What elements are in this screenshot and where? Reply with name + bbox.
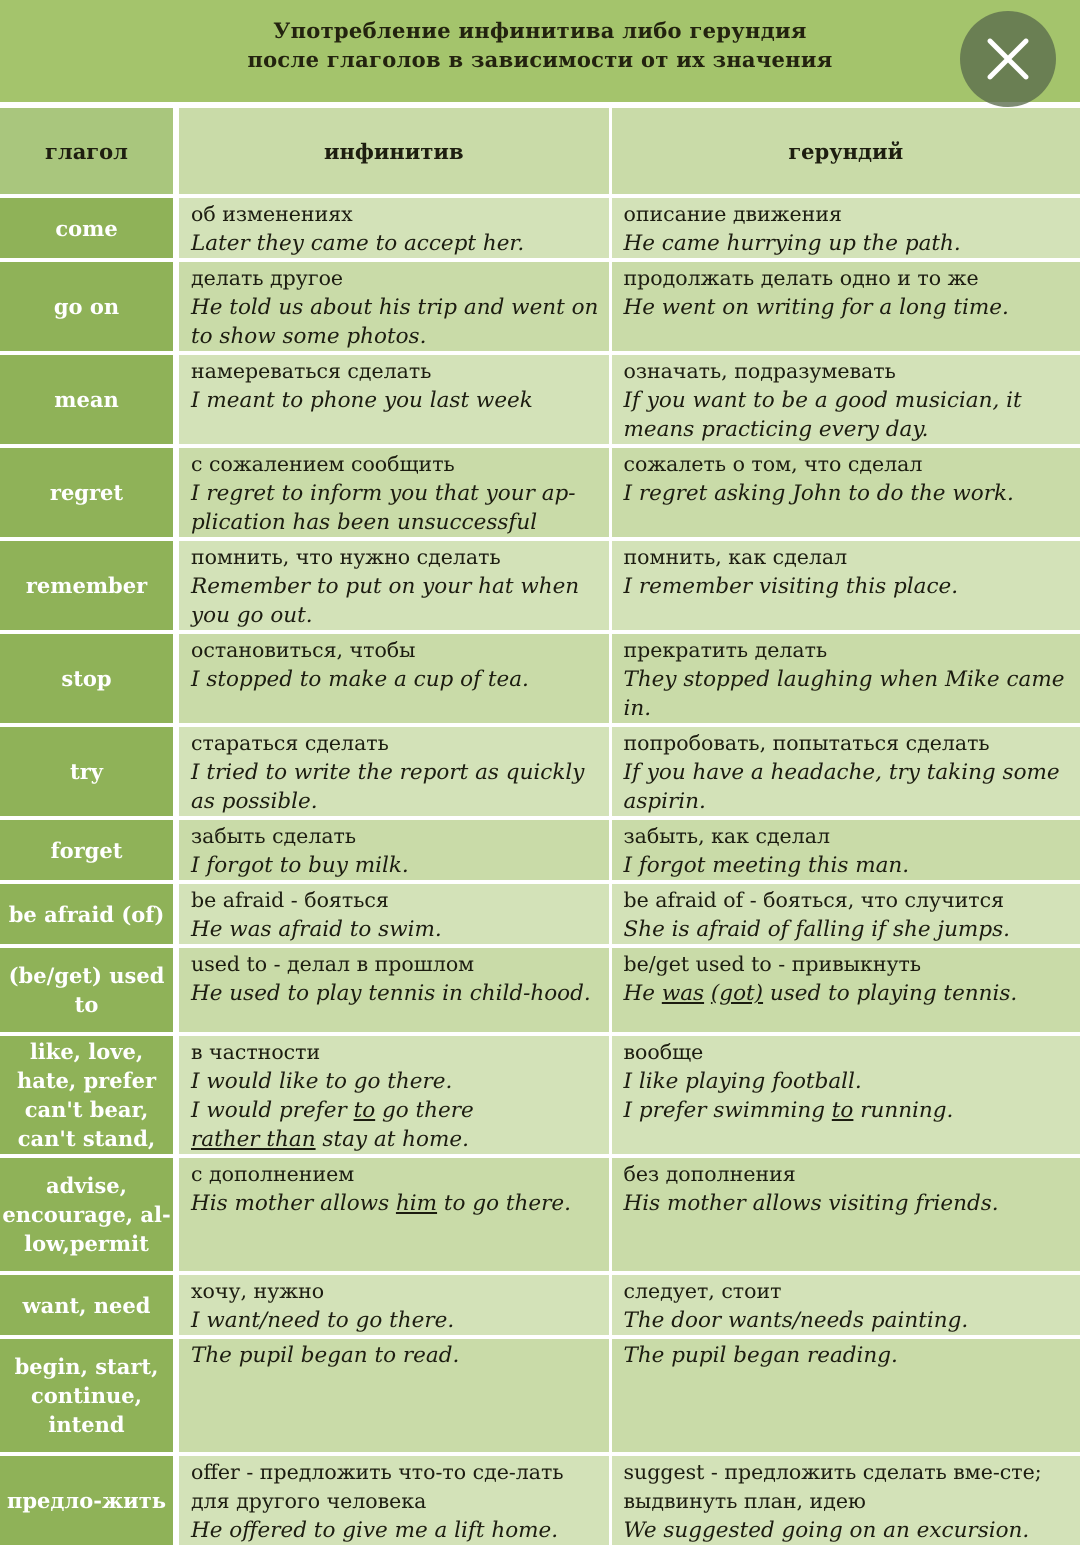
infinitive-cell [176, 446, 610, 539]
verb-cell: stop [0, 632, 176, 725]
example-text: I regret to inform you that your ap-plication has been unsuccessful [191, 481, 576, 535]
meaning-text: намереваться сделать [191, 359, 432, 383]
table-row [0, 1034, 1080, 1156]
verb-cell: предло-жить [0, 1454, 176, 1547]
example-text: They stopped laughing when Mike came in. [623, 667, 1065, 721]
meaning-text: без дополнения [623, 1162, 796, 1186]
verb-usage-table [0, 108, 1080, 1543]
close-button[interactable] [960, 11, 1056, 107]
example-text: I remember visiting this place. [623, 574, 959, 599]
infinitive-cell [176, 196, 610, 260]
example-text: I tried to write the report as quickly as possible. [191, 760, 585, 814]
example-text: He went on writing for a long time. [623, 295, 1009, 320]
meaning-text: прекратить делать [623, 638, 828, 662]
infinitive-cell [176, 882, 610, 946]
table-row [0, 818, 1080, 882]
title-banner [0, 0, 1080, 102]
example-text: rather than stay at home. [191, 1127, 469, 1152]
verb-cell: come [0, 196, 176, 260]
example-text: If you have a headache, try taking some aspirin. [623, 760, 1060, 814]
example-text: I regret asking John to do the work. [623, 481, 1014, 506]
example-text: I prefer swimming to running. [623, 1098, 954, 1123]
example-text: The door wants/needs painting. [623, 1308, 969, 1333]
example-text: She is afraid of falling if she jumps. [623, 917, 1010, 942]
example-text: His mother allows him to go there. [191, 1191, 571, 1216]
meaning-text: used to - делал в прошлом [191, 952, 475, 976]
page-title-line-1: Употребление инфинитива либо герундия [273, 18, 807, 43]
infinitive-cell [176, 1273, 610, 1337]
meaning-text: следует, стоит [623, 1279, 782, 1303]
infinitive-cell [176, 946, 610, 1034]
header-gerund: герундий [610, 108, 1080, 196]
example-text: I meant to phone you last week [191, 388, 533, 413]
table-row [0, 725, 1080, 818]
example-text: I would like to go there. [191, 1069, 453, 1094]
gerund-cell [610, 353, 1080, 446]
meaning-text: забыть сделать [191, 824, 357, 848]
example-text: He offered to give me a lift home. [191, 1518, 559, 1543]
meaning-text: продолжать делать одно и то же [623, 266, 979, 290]
meaning-text: suggest - предложить сделать вме-сте; выдвинуть план, идею [623, 1460, 1042, 1513]
example-text: If you want to be a good musician, it means practicing every day. [623, 388, 1022, 442]
infinitive-cell [176, 353, 610, 446]
verb-cell: regret [0, 446, 176, 539]
gerund-cell [610, 196, 1080, 260]
gerund-cell [610, 1454, 1080, 1547]
meaning-text: стараться сделать [191, 731, 389, 755]
gerund-cell [610, 1156, 1080, 1273]
meaning-text: описание движения [623, 202, 842, 226]
example-text: The pupil began to read. [191, 1343, 460, 1368]
verb-cell: be afraid (of) [0, 882, 176, 946]
verb-cell: want, need [0, 1273, 176, 1337]
example-text: He came hurrying up the path. [623, 231, 961, 256]
table-row [0, 1337, 1080, 1454]
verb-cell: go on [0, 260, 176, 353]
meaning-text: помнить, что нужно сделать [191, 545, 501, 569]
verb-cell: mean [0, 353, 176, 446]
table-row [0, 353, 1080, 446]
meaning-text: делать другое [191, 266, 344, 290]
header-infinitive: инфинитив [176, 108, 610, 196]
example-text: I forgot meeting this man. [623, 853, 910, 878]
infinitive-cell [176, 632, 610, 725]
example-text: He was afraid to swim. [191, 917, 442, 942]
meaning-text: остановиться, чтобы [191, 638, 416, 662]
meaning-text: offer - предложить что-то сде-лать для другого человека [191, 1460, 564, 1513]
table-row [0, 539, 1080, 632]
example-text: I want/need to go there. [191, 1308, 455, 1333]
example-text: I like playing football. [623, 1069, 862, 1094]
meaning-text: be afraid of - бояться, что случится [623, 888, 1005, 912]
meaning-text: об изменениях [191, 202, 353, 226]
infinitive-cell [176, 1454, 610, 1547]
meaning-text: be/get used to - привыкнуть [623, 952, 922, 976]
table-row [0, 196, 1080, 260]
gerund-cell [610, 725, 1080, 818]
example-text: His mother allows visiting friends. [623, 1191, 999, 1216]
verb-cell: forget [0, 818, 176, 882]
meaning-text: помнить, как сделал [623, 545, 848, 569]
example-text: Later they came to accept her. [191, 231, 525, 256]
meaning-text: с сожалением сообщить [191, 452, 455, 476]
page-title-line-2: после глаголов в зависимости от их значения [247, 47, 833, 72]
gerund-cell [610, 539, 1080, 632]
gerund-cell [610, 632, 1080, 725]
meaning-text: хочу, нужно [191, 1279, 325, 1303]
table-row [0, 946, 1080, 1034]
gerund-cell [610, 1273, 1080, 1337]
example-text: Remember to put on your hat when you go out. [191, 574, 580, 628]
example-text: He used to play tennis in child-hood. [191, 981, 591, 1006]
verb-cell: try [0, 725, 176, 818]
gerund-cell [610, 882, 1080, 946]
gerund-cell [610, 818, 1080, 882]
table-row [0, 1156, 1080, 1273]
verb-cell: begin, start, continue, intend [0, 1337, 176, 1454]
meaning-text: вообще [623, 1040, 704, 1064]
table-row [0, 260, 1080, 353]
table-row [0, 882, 1080, 946]
infinitive-cell [176, 1034, 610, 1156]
table-row [0, 446, 1080, 539]
meaning-text: означать, подразумевать [623, 359, 896, 383]
table-row [0, 1454, 1080, 1547]
table-header-row [0, 108, 1080, 196]
gerund-cell [610, 446, 1080, 539]
infinitive-cell [176, 818, 610, 882]
example-text: We suggested going on an excursion. [623, 1518, 1030, 1543]
example-text: He was (got) used to playing tennis. [623, 981, 1018, 1006]
infinitive-cell [176, 725, 610, 818]
example-text: I forgot to buy milk. [191, 853, 409, 878]
infinitive-cell [176, 1337, 610, 1454]
verb-cell: remember [0, 539, 176, 632]
gerund-cell [610, 260, 1080, 353]
table-row [0, 632, 1080, 725]
infinitive-cell [176, 260, 610, 353]
example-text: The pupil began reading. [623, 1343, 898, 1368]
gerund-cell [610, 1337, 1080, 1454]
verb-cell: (be/get) used to [0, 946, 176, 1034]
header-verb: глагол [0, 108, 176, 196]
meaning-text: в частности [191, 1040, 321, 1064]
verb-cell: advise, encourage, al-low,permit [0, 1156, 176, 1273]
meaning-text: с дополнением [191, 1162, 355, 1186]
meaning-text: сожалеть о том, что сделал [623, 452, 923, 476]
close-icon [984, 35, 1032, 83]
meaning-text: попробовать, попытаться сделать [623, 731, 990, 755]
table-row [0, 1273, 1080, 1337]
meaning-text: be afraid - бояться [191, 888, 389, 912]
meaning-text: забыть, как сделал [623, 824, 830, 848]
gerund-cell [610, 1034, 1080, 1156]
gerund-cell [610, 946, 1080, 1034]
example-text: He told us about his trip and went on to show some photos. [191, 295, 599, 349]
example-text: I would prefer to go there [191, 1098, 474, 1123]
infinitive-cell [176, 539, 610, 632]
verb-cell: like, love, hate, prefer can't bear, can't stand, [0, 1034, 176, 1156]
example-text: I stopped to make a cup of tea. [191, 667, 529, 692]
infinitive-cell [176, 1156, 610, 1273]
